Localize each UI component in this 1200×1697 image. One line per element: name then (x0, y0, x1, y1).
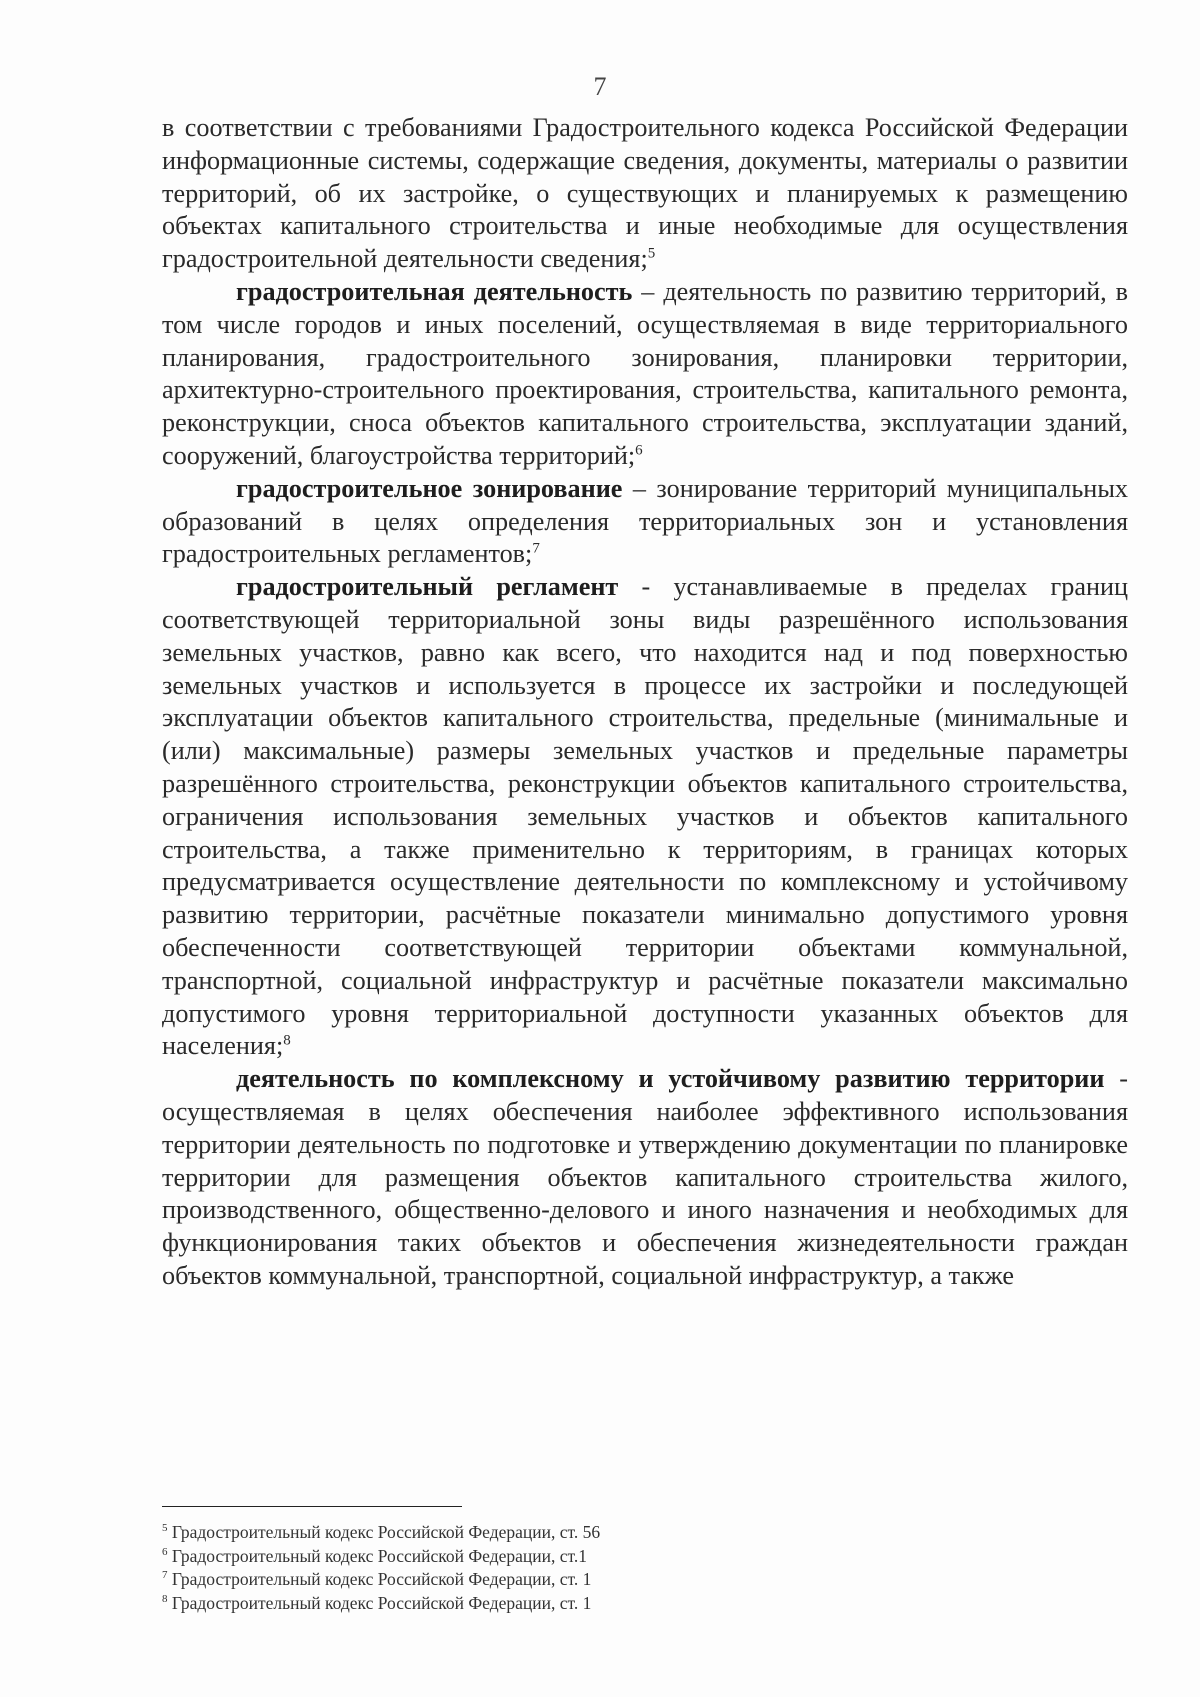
footnote-text: Градостроительный кодекс Российской Федерации, ст.1 (167, 1545, 587, 1566)
footnote-ref: 8 (283, 1032, 291, 1049)
paragraph-urban-planning-activity (162, 276, 1128, 473)
paragraph-urban-regulation (162, 571, 1128, 1063)
paragraph-information-systems (162, 112, 1128, 276)
page-number: 7 (593, 72, 607, 101)
definition-text: – деятельность по развитию территорий, в том числе городов и иных поселений, осуществляемая в виде территориального планирования, градостроительного зонирования, планировки территории, архитектурно-строительного проектирования, строительства, капитального ремонта, реконструкции, сноса объектов капитального строительства, эксплуатации зданий, сооружений, благоустройства территорий; (162, 276, 1128, 470)
footnote-number: 6 (162, 1545, 168, 1558)
document-body (162, 112, 1128, 1293)
footnote-item (162, 1521, 962, 1545)
definition-text: - устанавливаемые в пределах границ соответствующей территориальной зоны виды разрешённого использования земельных участков, равно как всего, что находится над и под поверхностью земельных участков и используется в процессе их застройки и последующей эксплуатации объектов капитального строительства, предельные (минимальные и (или) максимальные) размеры земельных участков и предельные параметры разрешённого строительства, реконструкции объектов капитального строительства, ограничения использования земельных участков и объектов капитального строительства, а также применительно к территориям, в границах которых предусматривается осуществление деятельности по комплексному и устойчивому развитию территории, расчётные показатели минимально допустимого уровня обеспеченности соответствующей территории объектами коммунальной, транспортной, социальной инфраструктур и расчётные показатели максимально допустимого уровня территориальной доступности указанных объектов для населения; (162, 572, 1129, 1061)
footnote-item (162, 1592, 962, 1616)
footnote-divider (162, 1506, 462, 1507)
footnote-ref: 7 (532, 540, 540, 557)
definition-term: градостроительная деятельность (236, 276, 633, 306)
footnote-item (162, 1545, 962, 1569)
definition-text: – зонирование территорий муниципальных образований в целях определения территориальных зон и установления градостроительных регламентов; (162, 473, 1129, 569)
footnote-number: 5 (162, 1522, 168, 1535)
footnote-text: Градостроительный кодекс Российской Федерации, ст. 1 (167, 1592, 592, 1613)
footnote-text: Градостроительный кодекс Российской Федерации, ст. 56 (167, 1522, 601, 1542)
definition-term: градостроительный регламент (236, 572, 619, 602)
paragraph-text: в соответствии с требованиями Градостроительного кодекса Российской Федерации информационные системы, содержащие сведения, документы, материалы о развитии территорий, об их застройке, о существующих и планируемых к размещению объектах капитального строительства и иные необходимые для осуществления градостроительной деятельности сведения; (162, 113, 1128, 274)
definition-text: - осуществляемая в целях обеспечения наиболее эффективного использования территории деятельность по подготовке и утверждению документации по планировке территории для размещения объектов капитального строительства жилого, производственного, общественно-делового и иного назначения и необходимых для функционирования таких объектов и обеспечения жизнедеятельности граждан объектов коммунальной, транспортной, социальной инфраструктур, а также (162, 1064, 1128, 1290)
footnote-number: 7 (162, 1569, 168, 1582)
definition-term: деятельность по комплексному и устойчивому развитию территории (236, 1064, 1105, 1094)
definition-term: градостроительное зонирование (236, 473, 623, 503)
paragraph-urban-zoning (162, 473, 1128, 571)
footnote-number: 8 (162, 1592, 168, 1605)
footnotes (162, 1521, 962, 1615)
footnote-ref: 6 (635, 442, 643, 459)
footnote-item (162, 1568, 962, 1592)
footnote-ref: 5 (647, 245, 656, 262)
paragraph-complex-development (162, 1063, 1128, 1293)
footnote-text: Градостроительный кодекс Российской Федерации, ст. 1 (167, 1569, 592, 1589)
